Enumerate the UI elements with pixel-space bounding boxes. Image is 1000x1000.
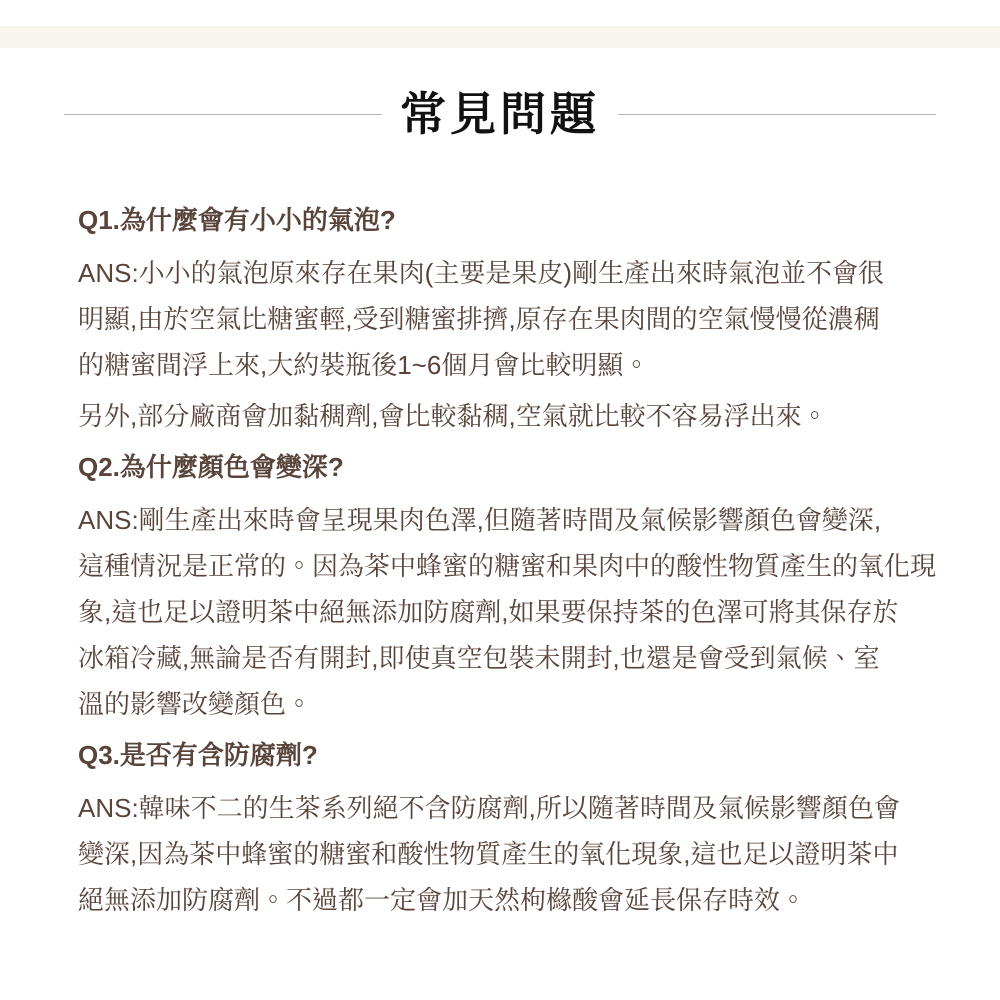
faq-answer-paragraph	[78, 497, 944, 727]
faq-question-2: Q2.為什麼顏色會變深?	[78, 452, 344, 482]
answer-line: 明顯,由於空氣比糖蜜輕,受到糖蜜排擠,原存在果肉間的空氣慢慢從濃稠	[78, 304, 880, 334]
answer-line: 象,這也足以證明茶中絕無添加防腐劑,如果要保持茶的色澤可將其保存於	[78, 597, 899, 627]
title-row	[64, 88, 936, 140]
answer-line: 變深,因為茶中蜂蜜的糖蜜和酸性物質產生的氧化現象,這也足以證明茶中	[78, 839, 899, 869]
answer-line: ANS:剛生產出來時會呈現果肉色澤,但隨著時間及氣候影響顏色會變深,	[78, 505, 882, 535]
top-accent-band	[0, 26, 1000, 48]
answer-line: 絕無添加防腐劑。不過都一定會加天然枸櫞酸會延長保存時效。	[78, 885, 807, 915]
faq-section-q2	[78, 444, 944, 727]
answer-line: 的糖蜜間浮上來,大約裝瓶後1~6個月會比較明顯。	[78, 350, 650, 380]
faq-section-q3	[78, 732, 944, 923]
page-title: 常見問題	[400, 88, 600, 140]
faq-section-q1	[78, 197, 944, 439]
title-divider-left	[64, 114, 382, 115]
answer-line: 這種情況是正常的。因為茶中蜂蜜的糖蜜和果肉中的酸性物質產生的氧化現	[78, 551, 937, 581]
faq-question-1: Q1.為什麼會有小小的氣泡?	[78, 205, 396, 235]
faq-answer-paragraph	[78, 785, 944, 923]
faq-answer-paragraph	[78, 250, 944, 388]
title-divider-right	[618, 114, 936, 115]
answer-line: 另外,部分廠商會加黏稠劑,會比較黏稠,空氣就比較不容易浮出來。	[78, 401, 828, 431]
answer-line: 溫的影響改變顏色。	[78, 689, 313, 719]
answer-line: 冰箱冷藏,無論是否有開封,即使真空包裝未開封,也還是會受到氣候、室	[78, 643, 880, 673]
faq-answer-paragraph	[78, 393, 944, 439]
faq-content	[78, 197, 944, 928]
faq-question-3: Q3.是否有含防腐劑?	[78, 740, 318, 770]
answer-line: ANS:韓味不二的生茶系列絕不含防腐劑,所以隨著時間及氣候影響顏色會	[78, 793, 900, 823]
answer-line: ANS:小小的氣泡原來存在果肉(主要是果皮)剛生產出來時氣泡並不會很	[78, 258, 885, 288]
